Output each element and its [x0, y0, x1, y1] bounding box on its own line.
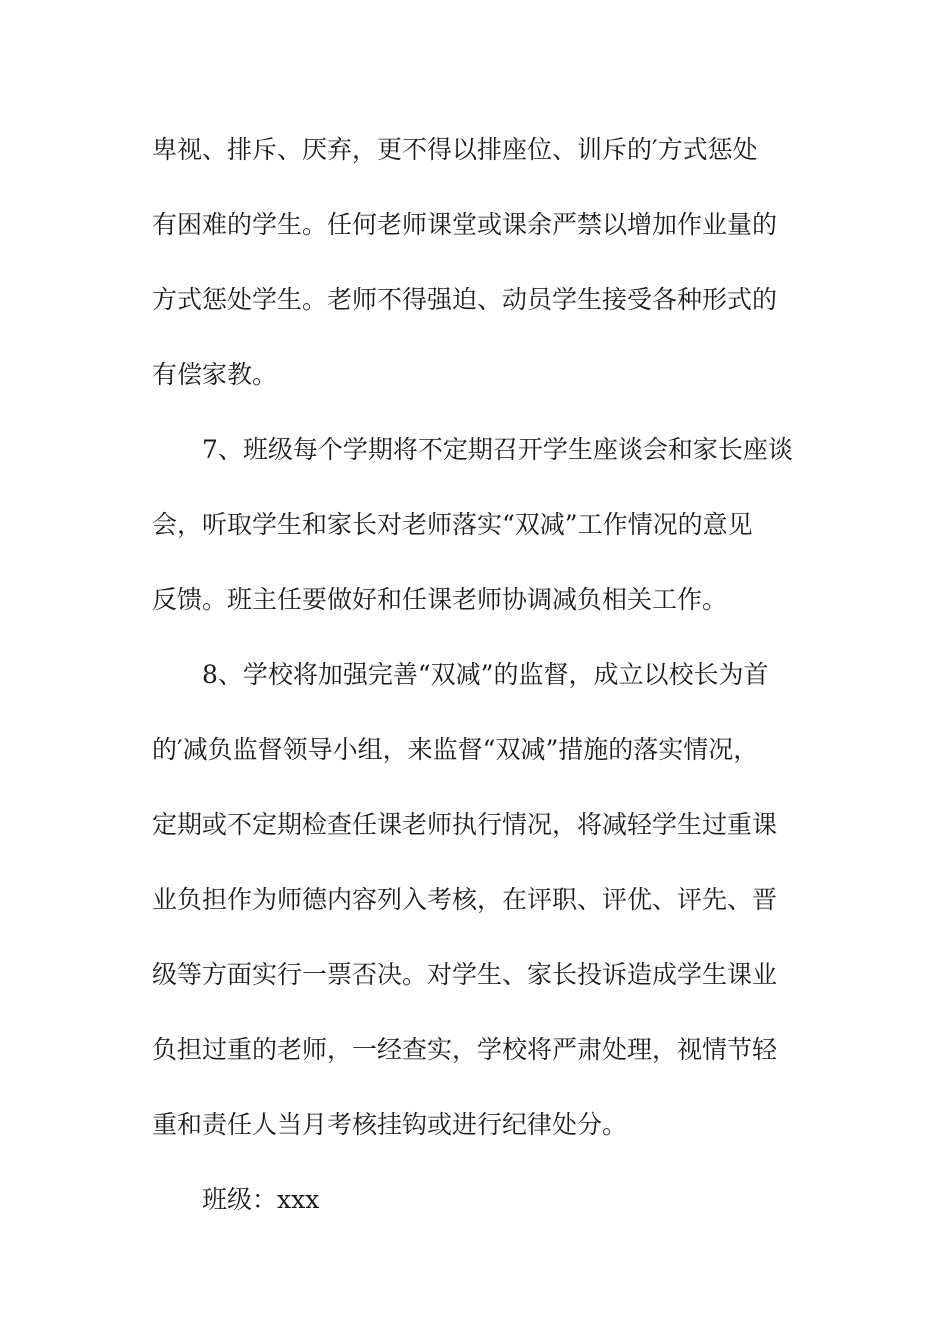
- paragraph-8-line-5: 级等方面实行一票否决。对学生、家长投诉造成学生课业: [152, 960, 778, 989]
- text-line-2: 有困难的学生。任何老师课堂或课余严禁以增加作业量的: [152, 210, 778, 239]
- paragraph-8-line-2: 的′减负监督领导小组，来监督“双减”措施的落实情况，: [152, 735, 759, 764]
- text-line-4: 有偿家教。: [152, 360, 278, 389]
- paragraph-8-line-7: 重和责任人当月考核挂钩或进行纪律处分。: [152, 1110, 628, 1139]
- text-line-3: 方式惩处学生。老师不得强迫、动员学生接受各种形式的: [152, 285, 778, 314]
- paragraph-7-line-2: 会，听取学生和家长对老师落实“双减”工作情况的意见: [152, 510, 753, 539]
- paragraph-7-line-3: 反馈。班主任要做好和任课老师协调减负相关工作。: [152, 585, 728, 614]
- class-signature: 班级：xxx: [202, 1185, 320, 1214]
- paragraph-8-line-4: 业负担作为师德内容列入考核，在评职、评优、评先、晋: [152, 885, 778, 914]
- paragraph-8-line-3: 定期或不定期检查任课老师执行情况，将减轻学生过重课: [152, 810, 778, 839]
- paragraph-8-line-1: 8、学校将加强完善“双减”的监督，成立以校长为首: [202, 660, 769, 689]
- paragraph-8-line-6: 负担过重的老师，一经查实，学校将严肃处理，视情节轻: [152, 1035, 778, 1064]
- text-line-1: 卑视、排斥、厌弃，更不得以排座位、训斥的′方式惩处: [152, 135, 758, 164]
- paragraph-7-line-1: 7、班级每个学期将不定期召开学生座谈会和家长座谈: [202, 435, 793, 464]
